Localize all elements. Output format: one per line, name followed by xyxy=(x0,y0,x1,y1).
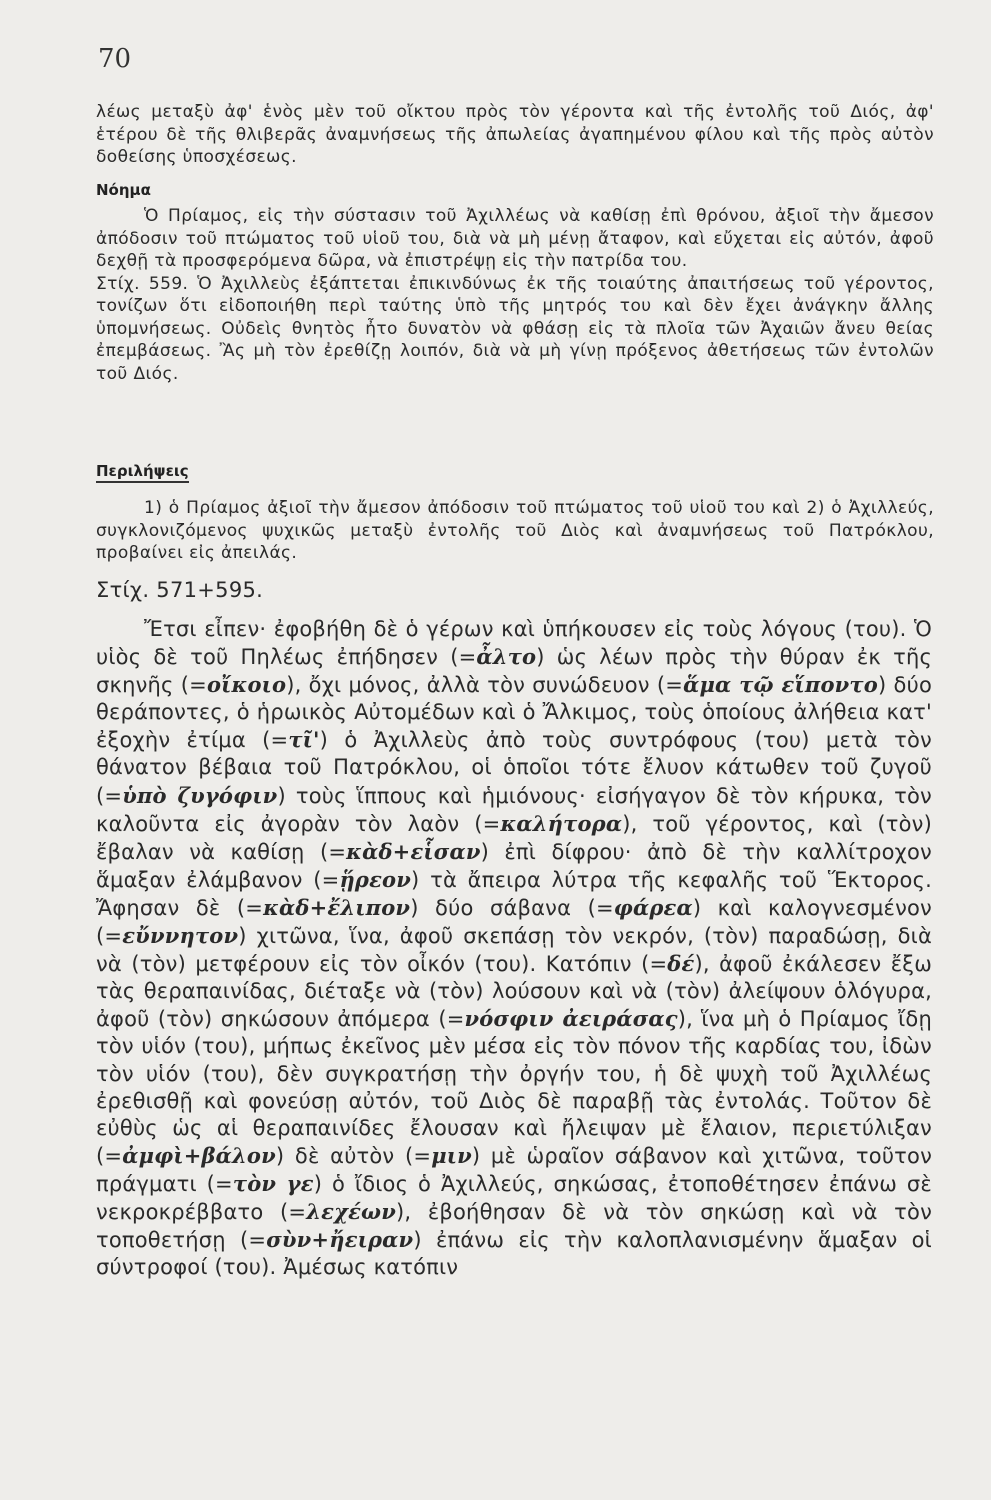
greek-term: κὰδ+ἔλιπον xyxy=(263,894,411,920)
greek-term: ᾕρεον xyxy=(339,866,412,892)
greek-term: ἅμα τῷ εἵποντο xyxy=(683,672,878,698)
noima-paragraph: Ὁ Πρίαμος, εἰς τὴν σύστασιν τοῦ Ἀχιλλέως νὰ καθίσῃ ἐπὶ θρόνου, ἀξιοῖ τὴν ἄμεσον ἀπόδοσιν τοῦ πτώματος τοῦ υἱοῦ του, διὰ νὰ μὴ μένῃ ἄταφον, καὶ εὔχεται εἰς αὐτόν, ἀφοῦ δεχθῇ τὰ προσφερόμενα δῶρα, νὰ ἐπιστρέψῃ εἰς τὴν πατρίδα του. xyxy=(96,206,934,271)
greek-term: κὰδ+εἷσαν xyxy=(346,838,481,864)
greek-term: εὔννητον xyxy=(122,923,239,949)
greek-term: τῖ' xyxy=(288,727,320,753)
greek-term: μιν xyxy=(431,1142,472,1168)
perilipseis-text: 1) ὁ Πρίαμος ἀξιοῖ τὴν ἄμεσον ἀπόδοσιν τοῦ πτώματος τοῦ υἱοῦ του καὶ 2) ὁ Ἀχιλλεύς, συγκλονιζόμενος ψυχικῶς μεταξὺ ἐντολῆς τοῦ Διὸς καὶ ἀναμνήσεως τοῦ Πατρόκλου, προβαίνει εἰς ἀπειλάς. xyxy=(96,498,934,563)
noima-section xyxy=(96,205,934,385)
page-number: 70 xyxy=(98,44,132,74)
verse-label: Στίχ. 571+595. xyxy=(96,578,264,602)
greek-term: λεχέων xyxy=(306,1198,397,1224)
greek-term: οἴκοιο xyxy=(206,672,287,698)
noima-verse-paragraph: Στίχ. 559. Ὁ Ἀχιλλεὺς ἐξάπτεται ἐπικινδύνως ἐκ τῆς τοιαύτης ἀπαιτήσεως τοῦ γέροντος, τονίζων ὅτι εἰδοποιήθη περὶ ταύτης ὑπὸ τῆς μητρός του καὶ δὲν ἔχει ἀνάγκην ἄλλης ὑπομνήσεως. Οὐδεὶς θνητὸς ἦτο δυνατὸν νὰ φθάσῃ εἰς τὰ πλοῖα τῶν Ἀχαιῶν ἄνευ θείας ἐπεμβάσεως. Ἂς μὴ τὸν ἐρεθίζῃ λοιπόν, διὰ νὰ μὴ γίνῃ πρόξενος ἀθετήσεως τῶν ἐντολῶν τοῦ Διός. xyxy=(96,273,934,384)
greek-term: καλήτορα xyxy=(500,810,623,836)
greek-term: τὸν γε xyxy=(232,1170,314,1196)
perilipseis-section xyxy=(96,497,934,565)
greek-term: νόσφιν ἀειράσας xyxy=(464,1006,678,1032)
intro-text: λέως μεταξὺ ἀφ' ἑνὸς μὲν τοῦ οἴκτου πρὸς τὸν γέροντα καὶ τῆς ἐντολῆς τοῦ Διός, ἀφ' ἑτέρου δὲ τῆς θλιβερᾶς ἀναμνήσεως τῆς ἀπωλείας ἀγαπημένου φίλου καὶ τῆς πρὸς αὐτὸν δοθείσης ὑποσχέσεως. xyxy=(96,102,934,167)
greek-term: ἆλτο xyxy=(476,644,537,670)
translation-section xyxy=(96,616,932,1281)
greek-term: δέ xyxy=(667,951,695,977)
translation-paragraph: Ἔτσι εἶπεν· ἐφοβήθη δὲ ὁ γέρων καὶ ὑπήκουσεν εἰς τοὺς λόγους (του). Ὁ υἱὸς δὲ τοῦ Πηλέως ἐπήδησεν (=ἆλτο) ὡς λέων πρὸς τὴν θύραν ἐκ τῆς σκηνῆς (=οἴκοιο), ὄχι μόνος, ἀλλὰ τὸν συνώδευον (=ἅμα τῷ εἵποντο) δύο θεράποντες, ὁ ἡρωικὸς Αὐτομέδων καὶ ὁ Ἄλκιμος, τοὺς ὁποίους ἀλήθεια κατ' ἐξοχὴν ἐτίμα (=τῖ') ὁ Ἀχιλλεὺς ἀπὸ τοὺς συντρόφους (του) μετὰ τὸν θάνατον βέβαια τοῦ Πατρόκλου, οἱ ὁποῖοι τότε ἔλυον κάτωθεν τοῦ ζυγοῦ (=ὑπὸ ζυγόφιν) τοὺς ἵππους καὶ ἡμιόνους· εἰσήγαγον δὲ τὸν κήρυκα, τὸν καλοῦντα εἰς ἀγορὰν τὸν λαὸν (=καλήτορα), τοῦ γέροντος, καὶ (τὸν) ἔβαλαν νὰ καθίσῃ (=κὰδ+εἷσαν) ἐπὶ δίφρου· ἀπὸ δὲ τὴν καλλίτροχον ἅμαξαν ἐλάμβανον (=ᾕρεον) τὰ ἄπειρα λύτρα τῆς κεφαλῆς τοῦ Ἕκτορος. Ἄφησαν δὲ (=κὰδ+ἔλιπον) δύο σάβανα (=φάρεα) καὶ καλογνεσμένον (=εὔννητον) χιτῶνα, ἵνα, ἀφοῦ σκεπάσῃ τὸν νεκρόν, (τὸν) παραδώσῃ, διὰ νὰ (τὸν) μετφέρουν εἰς τὸν οἶκόν (του). Κατόπιν (=δέ), ἀφοῦ ἐκάλεσεν ἔξω τὰς θεραπαινίδας, διέταξε νὰ (τὸν) λούσουν καὶ νὰ (τὸν) ἀλείψουν ὁλόγυρα, ἀφοῦ (τὸν) σηκώσουν ἀπόμερα (=νόσφιν ἀειράσας), ἵνα μὴ ὁ Πρίαμος ἴδῃ τὸν υἱόν (του), μήπως ἐκεῖνος μὲν μέσα εἰς τὸν πόνον τῆς καρδίας του, ἰδὼν τὸν υἱόν (του), δὲν συγκρατήσῃ τὴν ὀργήν του, ἡ δὲ ψυχὴ τοῦ Ἀχιλλέως ἐρεθισθῇ καὶ φονεύσῃ αὐτόν, τοῦ Διὸς δὲ παραβῇ τὰς ἐντολάς. Τοῦτον δὲ εὐθὺς ὡς αἱ θεραπαινίδες ἔλουσαν καὶ ἤλειψαν μὲ ἔλαιον, περιετύλιξαν (=ἀμφὶ+βάλον) δὲ αὐτὸν (=μιν) μὲ ὡραῖον σάβανον καὶ χιτῶνα, τοῦτον πράγματι (=τὸν γε) ὁ ἴδιος ὁ Ἀχιλλεύς, σηκώσας, ἐτοποθέτησεν ἐπάνω σὲ νεκροκρέββατο (=λεχέων), ἐβοήθησαν δὲ νὰ τὸν σηκώσῃ καὶ νὰ τὸν τοποθετήσῃ (=σὺν+ἤειραν) ἐπάνω εἰς τὴν καλοπλανισμένην ἅμαξαν οἱ σύντροφοί (του). Ἀμέσως κατόπιν xyxy=(96,617,932,1280)
intro-paragraph xyxy=(96,101,934,169)
greek-term: ὑπὸ ζυγόφιν xyxy=(122,782,278,808)
greek-term: σὺν+ἤειραν xyxy=(266,1227,414,1253)
greek-term: φάρεα xyxy=(613,894,693,920)
section-heading-noima: Νόημα xyxy=(96,181,151,199)
greek-term: ἀμφὶ+βάλον xyxy=(122,1142,276,1168)
section-heading-perilipseis: Περιλήψεις xyxy=(96,462,189,483)
